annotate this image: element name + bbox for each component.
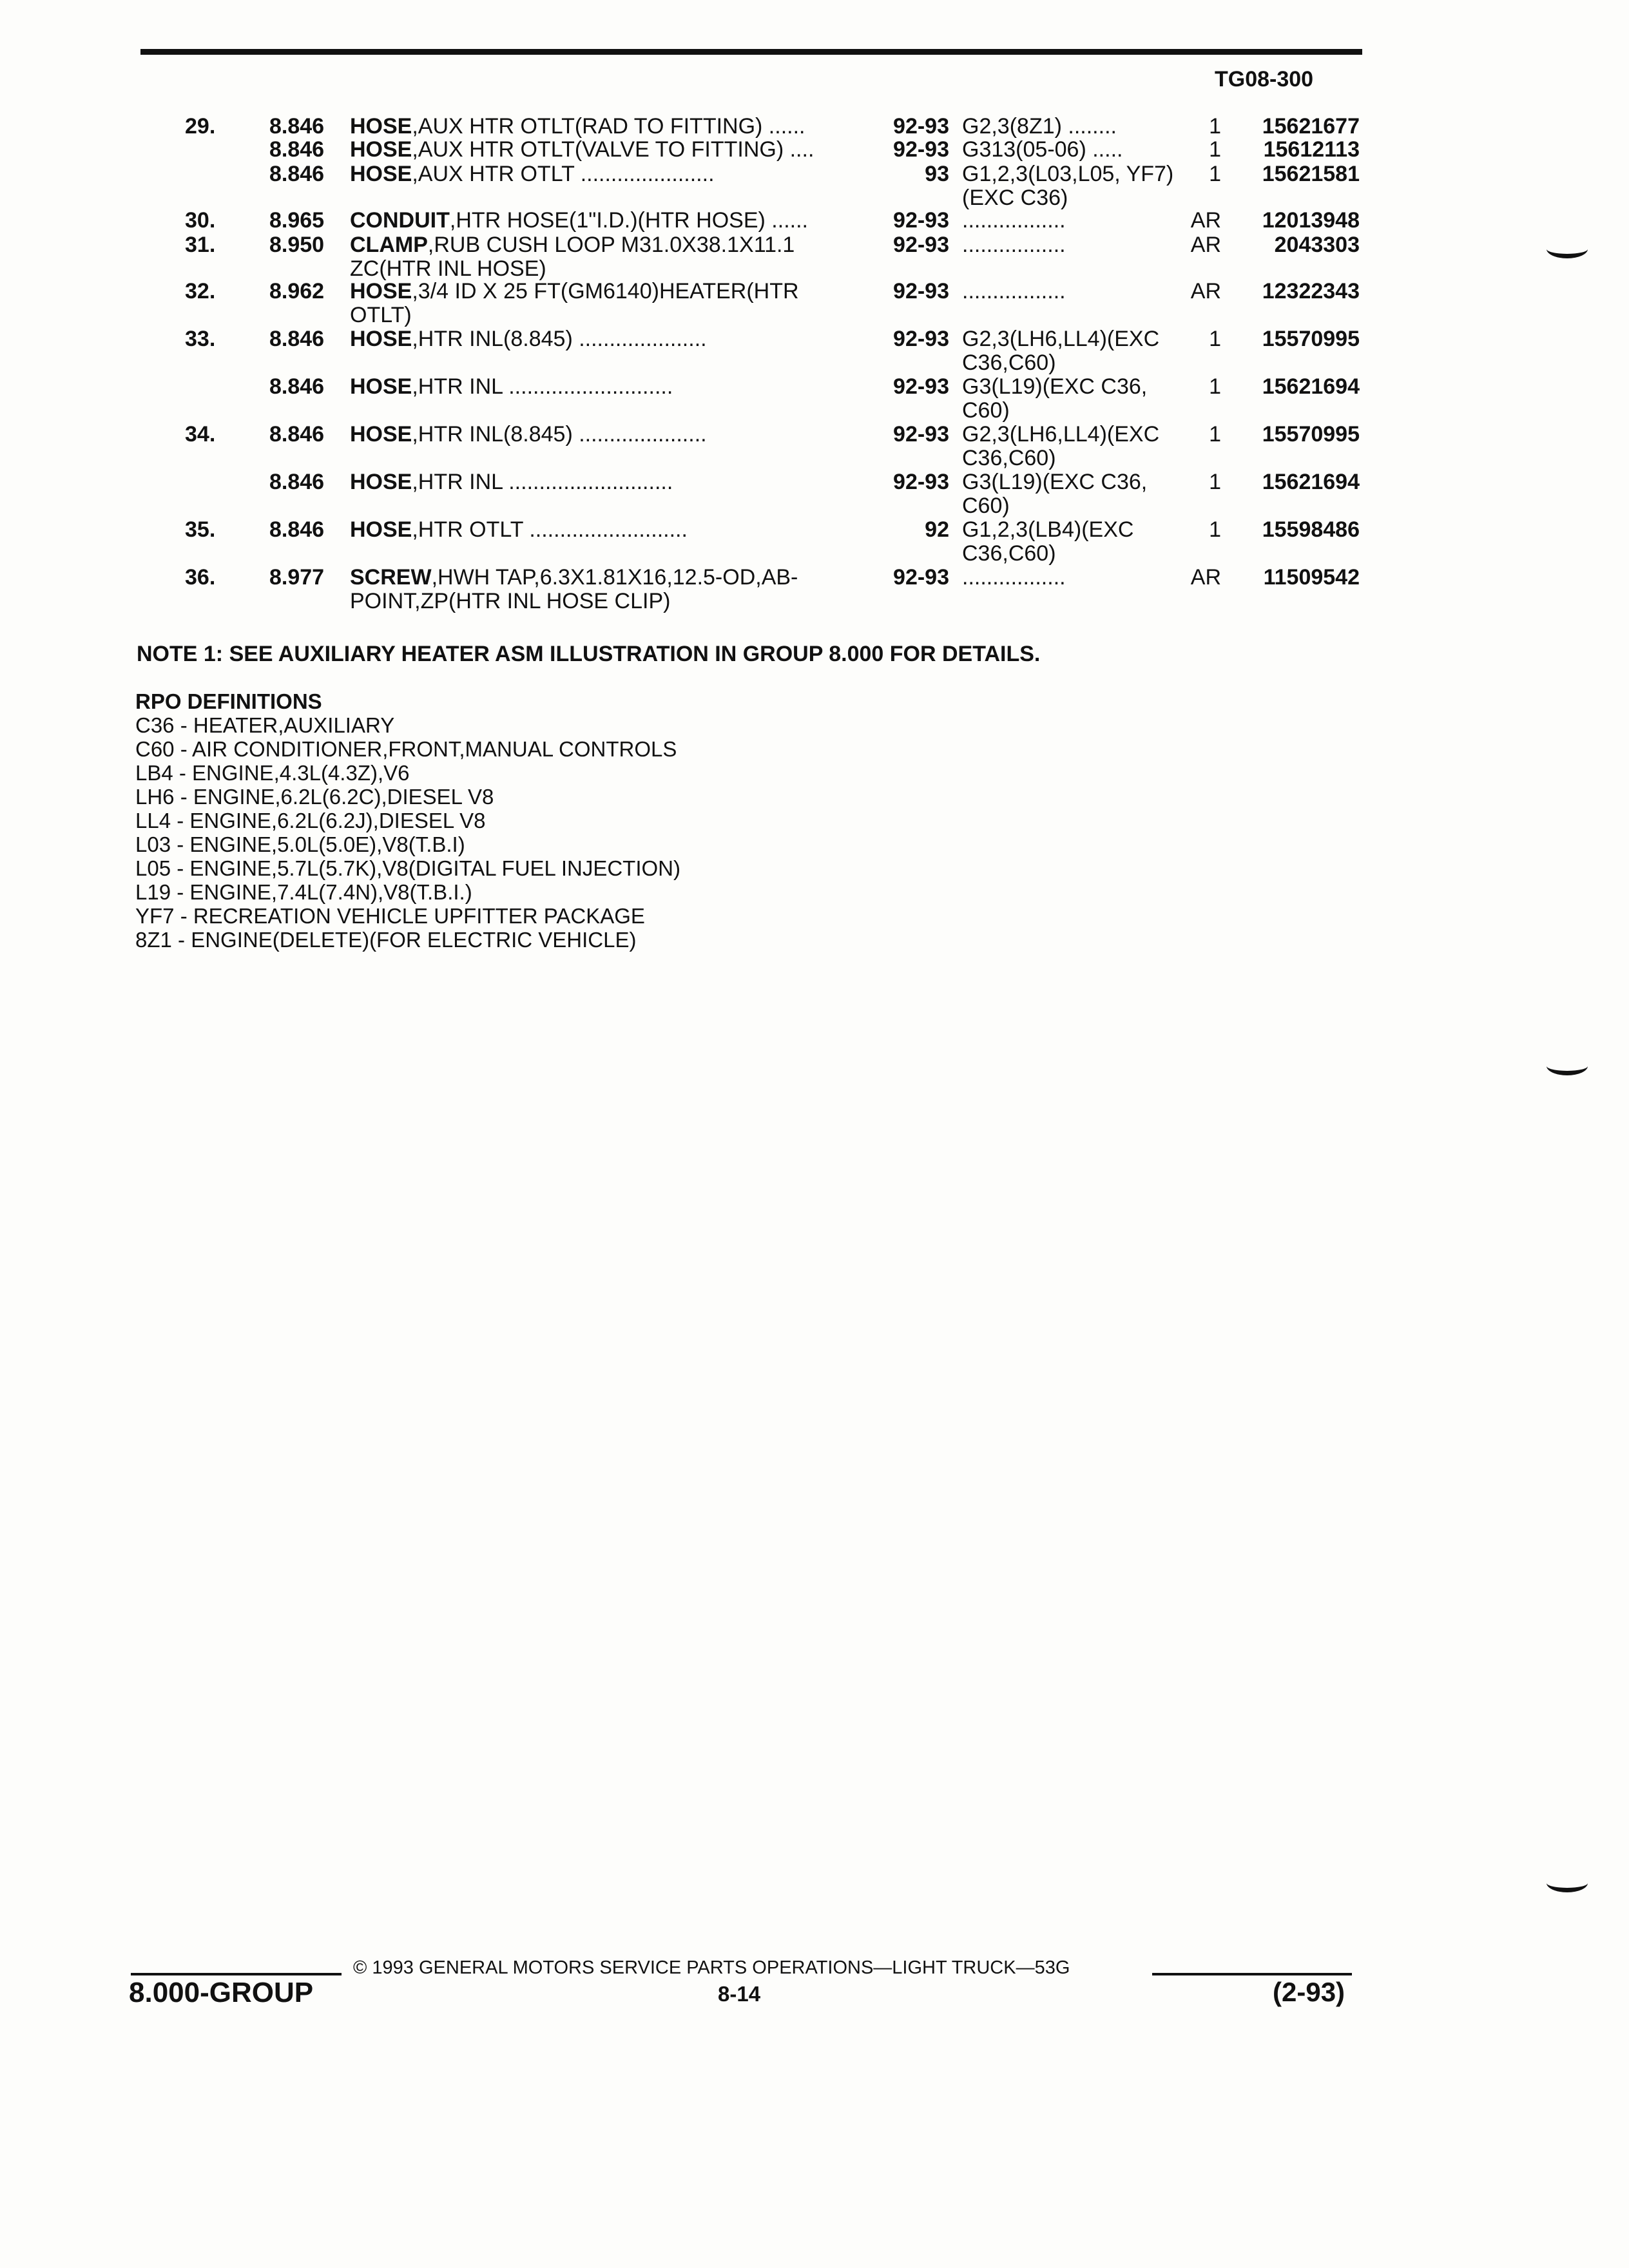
model-years: 93	[925, 162, 949, 186]
rpo-item: C36 - HEATER,AUXILIARY	[135, 713, 395, 737]
application: G1,2,3(L03,L05, YF7)(EXC C36)	[962, 162, 1174, 210]
part-name: HOSE	[350, 162, 412, 186]
footer-rule-right	[1152, 1973, 1352, 1975]
quantity: 1	[1209, 162, 1221, 186]
group-number: 8.846	[269, 114, 325, 139]
application: .................	[962, 233, 1066, 257]
application: G1,2,3(LB4)(EXC C36,C60)	[962, 518, 1134, 566]
top-rule	[140, 49, 1362, 55]
part-number: 15621677	[1262, 114, 1360, 139]
group-number: 8.846	[269, 327, 325, 351]
part-number: 15621694	[1262, 374, 1360, 399]
part-description	[350, 233, 849, 281]
rpo-item: LB4 - ENGINE,4.3L(4.3Z),V6	[135, 761, 410, 785]
group-number: 8.846	[269, 517, 325, 542]
table-row	[0, 423, 1629, 474]
model-years: 92-93	[893, 565, 949, 590]
page-code: TG08-300	[1215, 67, 1314, 91]
rpo-item: 8Z1 - ENGINE(DELETE)(FOR ELECTRIC VEHICLE)	[135, 928, 637, 952]
part-detail: ,AUX HTR OTLT	[412, 162, 575, 186]
part-detail: ,HTR INL(8.845)	[412, 327, 573, 351]
quantity: AR	[1190, 208, 1221, 233]
part-name: HOSE	[350, 327, 412, 351]
quantity: 1	[1209, 470, 1221, 494]
model-years: 92-93	[893, 114, 949, 139]
rpo-definitions	[135, 689, 680, 952]
part-description	[350, 518, 849, 542]
part-number: 15598486	[1262, 517, 1360, 542]
quantity: AR	[1190, 565, 1221, 590]
quantity: 1	[1209, 374, 1221, 399]
part-detail: ,AUX HTR OTLT(VALVE TO FITTING)	[412, 138, 784, 162]
leader-dots: ......	[762, 115, 805, 139]
part-number: 15570995	[1262, 422, 1360, 447]
quantity: AR	[1190, 233, 1221, 257]
page-number: 8-14	[718, 1982, 761, 2006]
leader-dots: ..........................	[523, 518, 688, 542]
part-description	[350, 327, 849, 351]
leader-dots: ......	[765, 209, 808, 233]
part-description	[350, 280, 849, 327]
rpo-item: YF7 - RECREATION VEHICLE UPFITTER PACKAGE	[135, 904, 645, 928]
part-description	[350, 423, 849, 447]
part-detail: ,HWH TAP,6.3X1.81X16,12.5-OD,AB-POINT,ZP(HTR INL HOSE CLIP)	[350, 566, 798, 613]
ref-number: 35.	[185, 517, 216, 542]
part-number: 15612113	[1263, 137, 1360, 162]
application: G2,3(8Z1) ........	[962, 115, 1117, 139]
leader-dots: ....	[784, 138, 815, 162]
part-number: 15570995	[1262, 327, 1360, 351]
rpo-item: LH6 - ENGINE,6.2L(6.2C),DIESEL V8	[135, 785, 494, 809]
quantity: 1	[1209, 114, 1221, 139]
quantity: 1	[1209, 422, 1221, 447]
rpo-list	[135, 713, 680, 952]
model-years: 92-93	[893, 137, 949, 162]
part-name: CONDUIT	[350, 209, 450, 233]
part-description	[350, 470, 849, 494]
part-name: HOSE	[350, 115, 412, 139]
model-years: 92-93	[893, 233, 949, 257]
ref-number: 34.	[185, 422, 216, 447]
part-detail: ,HTR OTLT	[412, 518, 523, 542]
part-number: 2043303	[1274, 233, 1360, 257]
part-detail: ,AUX HTR OTLT(RAD TO FITTING)	[412, 115, 763, 139]
rpo-item: C60 - AIR CONDITIONER,FRONT,MANUAL CONTROLS	[135, 737, 677, 761]
ref-number: 32.	[185, 279, 216, 303]
ref-number: 36.	[185, 565, 216, 590]
part-number: 12013948	[1262, 208, 1360, 233]
quantity: 1	[1209, 327, 1221, 351]
application: G3(L19)(EXC C36, C60)	[962, 375, 1148, 423]
part-name: HOSE	[350, 138, 412, 162]
group-number: 8.846	[269, 162, 325, 186]
binder-hole-mark	[1547, 1057, 1588, 1075]
table-row	[0, 327, 1629, 379]
group-number: 8.846	[269, 422, 325, 447]
application: G2,3(LH6,LL4)(EXC C36,C60)	[962, 327, 1160, 375]
model-years: 92-93	[893, 327, 949, 351]
model-years: 92	[925, 517, 949, 542]
part-detail: ,HTR HOSE(1"I.D.)(HTR HOSE)	[449, 209, 766, 233]
part-name: HOSE	[350, 280, 412, 303]
application: .................	[962, 209, 1066, 233]
part-number: 11509542	[1263, 565, 1360, 590]
quantity: 1	[1209, 517, 1221, 542]
model-years: 92-93	[893, 422, 949, 447]
group-number: 8.846	[269, 374, 325, 399]
application: G2,3(LH6,LL4)(EXC C36,C60)	[962, 423, 1160, 470]
ref-number: 31.	[185, 233, 216, 257]
quantity: AR	[1190, 279, 1221, 303]
part-number: 15621694	[1262, 470, 1360, 494]
model-years: 92-93	[893, 374, 949, 399]
part-name: HOSE	[350, 470, 412, 494]
leader-dots: ......................	[574, 162, 715, 186]
rpo-item: LL4 - ENGINE,6.2L(6.2J),DIESEL V8	[135, 809, 486, 832]
model-years: 92-93	[893, 470, 949, 494]
binder-hole-mark	[1547, 240, 1588, 258]
date-code: (2-93)	[1273, 1977, 1345, 2007]
rpo-item: L19 - ENGINE,7.4L(7.4N),V8(T.B.I.)	[135, 880, 472, 904]
note-text: NOTE 1: SEE AUXILIARY HEATER ASM ILLUSTRATION IN GROUP 8.000 FOR DETAILS.	[137, 642, 1041, 666]
part-description	[350, 162, 849, 186]
table-row	[0, 280, 1629, 331]
group-number: 8.846	[269, 470, 325, 494]
group-number: 8.950	[269, 233, 325, 257]
group-number: 8.977	[269, 565, 325, 590]
part-detail: ,HTR INL(8.845)	[412, 423, 573, 447]
rpo-title: RPO DEFINITIONS	[135, 689, 322, 713]
table-row	[0, 518, 1629, 570]
part-name: HOSE	[350, 423, 412, 447]
part-detail: ,RUB CUSH LOOP M31.0X38.1X11.1 ZC(HTR INL HOSE)	[350, 233, 795, 281]
table-row	[0, 162, 1629, 214]
leader-dots: .....................	[572, 327, 707, 351]
footer-rule-left	[131, 1973, 342, 1975]
ref-number: 29.	[185, 114, 216, 139]
model-years: 92-93	[893, 279, 949, 303]
application: G3(L19)(EXC C36, C60)	[962, 470, 1148, 518]
part-name: SCREW	[350, 566, 432, 590]
part-description	[350, 138, 849, 162]
part-name: HOSE	[350, 518, 412, 542]
part-detail: ,HTR INL	[412, 375, 503, 399]
application: .................	[962, 566, 1066, 590]
group-number: 8.962	[269, 279, 325, 303]
rpo-item: L05 - ENGINE,5.7L(5.7K),V8(DIGITAL FUEL INJECTION)	[135, 856, 680, 880]
table-row	[0, 233, 1629, 285]
part-description	[350, 209, 849, 233]
copyright-text: © 1993 GENERAL MOTORS SERVICE PARTS OPERATIONS—LIGHT TRUCK—53G	[353, 1957, 1070, 1978]
leader-dots: ...........................	[502, 375, 673, 399]
application: G313(05-06) .....	[962, 138, 1123, 162]
part-number: 15621581	[1262, 162, 1360, 186]
part-description	[350, 115, 849, 139]
model-years: 92-93	[893, 208, 949, 233]
group-number: 8.846	[269, 137, 325, 162]
part-detail: ,HTR INL	[412, 470, 503, 494]
group-label: 8.000-GROUP	[129, 1977, 314, 2008]
table-row	[0, 566, 1629, 617]
part-number: 12322343	[1262, 279, 1360, 303]
ref-number: 33.	[185, 327, 216, 351]
ref-number: 30.	[185, 208, 216, 233]
rpo-item: L03 - ENGINE,5.0L(5.0E),V8(T.B.I)	[135, 832, 465, 856]
leader-dots: .....................	[572, 423, 707, 447]
part-description	[350, 566, 849, 613]
part-name: HOSE	[350, 375, 412, 399]
part-detail: ,3/4 ID X 25 FT(GM6140)HEATER(HTR OTLT)	[350, 280, 799, 327]
application: .................	[962, 280, 1066, 303]
part-name: CLAMP	[350, 233, 428, 257]
part-description	[350, 375, 849, 399]
table-row	[0, 470, 1629, 522]
group-number: 8.965	[269, 208, 325, 233]
leader-dots: ...........................	[502, 470, 673, 494]
binder-hole-mark	[1547, 1874, 1588, 1892]
quantity: 1	[1209, 137, 1221, 162]
table-row	[0, 375, 1629, 427]
